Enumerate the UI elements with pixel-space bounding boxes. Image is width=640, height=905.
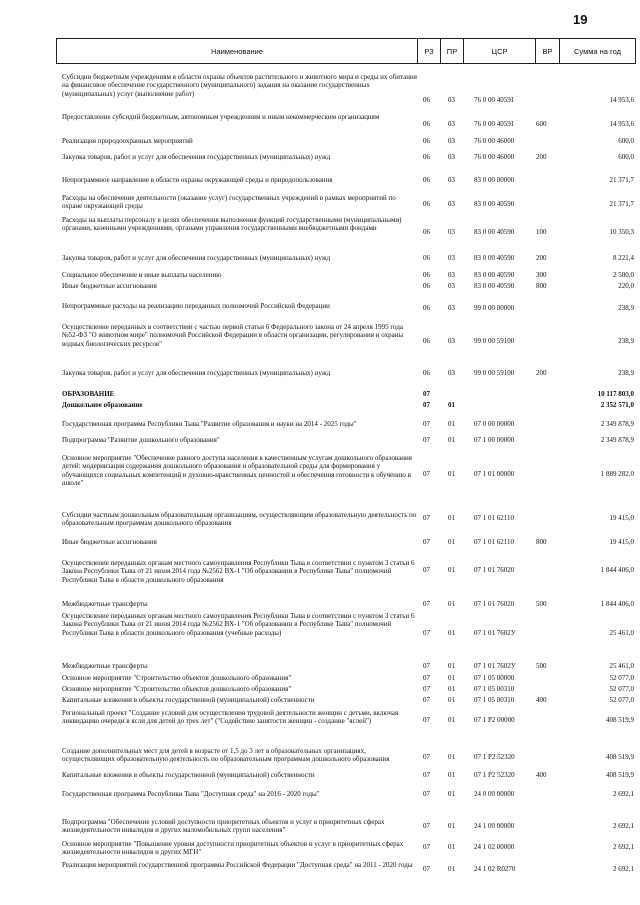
- row-csr: 07 1 P2 00000: [474, 716, 515, 724]
- row-pr: 01: [448, 401, 455, 409]
- row-rz: 07: [423, 390, 430, 398]
- row-sum: 238,9: [618, 369, 634, 377]
- row-rz: 06: [423, 153, 430, 161]
- row-csr: 07 1 05 00000: [474, 674, 515, 682]
- row-csr: 07 1 P2 52320: [474, 771, 515, 779]
- row-sum: 1 844 406,0: [600, 600, 634, 608]
- row-vr: 400: [536, 771, 547, 779]
- row-rz: 07: [423, 771, 430, 779]
- row-name: Осуществление переданных в соответствии с частью первой статьи 6 Федерального закона от 24 апреля 1995 года №52-ФЗ "О животном мире" полномочий Российской Федерации в области организации, регулирования и охраны водных биологических ресурсов": [62, 323, 404, 348]
- row-sum: 52 077,0: [609, 685, 634, 693]
- row-rz: 07: [423, 696, 430, 704]
- row-sum: 2 692,1: [613, 790, 634, 798]
- row-name: Непрограммные расходы на реализацию переданных полномочий Российской Федерации: [62, 302, 330, 310]
- row-name: Межбюджетные трансферты: [62, 600, 148, 608]
- row-rz: 07: [423, 662, 430, 670]
- row-name: Создание дополнительных мест для детей в возрасте от 1,5 до 3 лет в образовательных организациях, осуществляющих образовательную деятельность по образовательным программам дошкольного образования: [62, 747, 390, 764]
- row-csr: 07 1 01 00000: [474, 470, 515, 478]
- row-rz: 06: [423, 200, 430, 208]
- row-pr: 01: [448, 436, 455, 444]
- row-name: Основное мероприятие "Строительство объектов дошкольного образования": [62, 674, 292, 682]
- row-pr: 03: [448, 254, 455, 262]
- row-rz: 07: [423, 401, 430, 409]
- row-sum: 238,9: [618, 337, 634, 345]
- row-sum: 2 349 878,9: [600, 420, 634, 428]
- row-name: Непрограммное направление в области охраны окружающей среды и природопользования: [62, 176, 333, 184]
- row-name: Государственная программа Республики Тыва "Развитие образования и науки на 2014 - 2025 годы": [62, 420, 357, 428]
- row-sum: 10 117 803,0: [597, 390, 634, 398]
- row-pr: 01: [448, 843, 455, 851]
- row-pr: 01: [448, 716, 455, 724]
- row-name: Реализация мероприятий государственной программы Российской Федерации "Доступная среда" на 2011 - 2020 годы: [62, 861, 413, 869]
- row-pr: 01: [448, 420, 455, 428]
- row-pr: 01: [448, 538, 455, 546]
- row-vr: 200: [536, 369, 547, 377]
- row-name: Государственная программа Республики Тыва "Доступная среда" на 2016 - 2020 годы": [62, 790, 320, 798]
- row-csr: 76 0 00 40591: [474, 120, 515, 128]
- row-name: Закупка товаров, работ и услуг для обеспечения государственных (муниципальных) нужд: [62, 254, 331, 262]
- row-name: Осуществление переданных органам местного самоуправления Республики Тыва в соответствии с пунктом 3 статьи 6 Закона Республики Тыва от 21 июня 2014 года №2562 ВХ-1 "Об образовании в Республике Тыва" полномочий Республики Тыва в области дошкольного образования: [62, 559, 415, 584]
- row-name: Региональный проект "Создание условий для осуществления трудовой деятельности женщин с детьми, включая ликвидацию очереди в ясли для детей до трех лет" ("Содействие занятости женщин - создание "яслей"): [62, 709, 399, 726]
- row-csr: 76 0 00 46000: [474, 137, 515, 145]
- row-csr: 07 0 00 00000: [474, 420, 515, 428]
- row-name: ОБРАЗОВАНИЕ: [62, 390, 115, 398]
- row-csr: 83 0 00 00000: [474, 176, 515, 184]
- row-sum: 600,0: [618, 137, 634, 145]
- row-name: Расходы на обеспечение деятельности (оказание услуг) государственных учреждений в рамках мероприятий по охране окружающей среды: [62, 194, 396, 211]
- row-name: Субсидии бюджетным учреждениям в области охраны объектов растительного и животного мира и среды их обитания на финансовое обеспечение государственного (муниципального) задания на оказание государственных (муниципальных) услуг (выполнение работ): [62, 73, 417, 98]
- row-name: Подпрограмма "Развитие дошкольного образования": [62, 436, 220, 444]
- row-rz: 07: [423, 470, 430, 478]
- row-vr: 500: [536, 662, 547, 670]
- row-pr: 01: [448, 753, 455, 761]
- row-pr: 01: [448, 514, 455, 522]
- row-rz: 07: [423, 600, 430, 608]
- row-rz: 07: [423, 716, 430, 724]
- row-sum: 1 889 282,0: [600, 470, 634, 478]
- row-sum: 25 461,0: [609, 629, 634, 637]
- row-sum: 21 371,7: [609, 176, 634, 184]
- row-sum: 52 077,0: [609, 696, 634, 704]
- row-pr: 01: [448, 662, 455, 670]
- row-vr: 200: [536, 254, 547, 262]
- row-csr: 24 0 00 00000: [474, 790, 515, 798]
- row-sum: 238,9: [618, 304, 634, 312]
- row-rz: 06: [423, 282, 430, 290]
- row-name: Закупка товаров, работ и услуг для обеспечения государственных (муниципальных) нужд: [62, 369, 331, 377]
- row-rz: 07: [423, 865, 430, 873]
- row-csr: 07 1 01 7602У: [474, 629, 516, 637]
- row-rz: 06: [423, 96, 430, 104]
- row-rz: 07: [423, 436, 430, 444]
- row-rz: 06: [423, 254, 430, 262]
- row-sum: 408 519,9: [606, 753, 634, 761]
- row-name: Основное мероприятие "Повышение уровня доступности приоритетных объектов и услуг в приоритетных сферах жизнедеятельности инвалидов и других МГН": [62, 840, 404, 857]
- row-pr: 03: [448, 153, 455, 161]
- row-name: Капитальные вложения в объекты государственной (муниципальной) собственности: [62, 771, 315, 779]
- row-sum: 2 580,0: [613, 271, 634, 279]
- row-csr: 99 0 00 00000: [474, 304, 515, 312]
- row-vr: 500: [536, 600, 547, 608]
- row-vr: 400: [536, 696, 547, 704]
- row-pr: 01: [448, 629, 455, 637]
- row-name: Дошкольное образование: [62, 401, 143, 409]
- col-header-pr: ПР: [440, 39, 463, 63]
- row-vr: 800: [536, 282, 547, 290]
- row-rz: 07: [423, 822, 430, 830]
- row-csr: 07 1 05 00310: [474, 685, 515, 693]
- row-csr: 07 1 P2 52320: [474, 753, 515, 761]
- row-sum: 52 077,0: [609, 674, 634, 682]
- row-pr: 03: [448, 96, 455, 104]
- row-csr: 07 1 01 62110: [474, 538, 514, 546]
- row-csr: 07 1 00 00000: [474, 436, 515, 444]
- row-csr: 24 1 02 R0270: [474, 865, 516, 873]
- row-rz: 07: [423, 753, 430, 761]
- row-vr: 300: [536, 271, 547, 279]
- row-name: Основное мероприятие "Обеспечение равного доступа населения к качественным услугам дошкольного образования детей: модернизация содержания дошкольного образования и образовательной среды для формирования у обучающихся социальных компетенций и духовно-нравственных ценностей и обеспечения готовности к обучению в школе": [62, 454, 412, 488]
- row-pr: 03: [448, 228, 455, 236]
- col-header-rz: РЗ: [417, 39, 440, 63]
- row-pr: 03: [448, 337, 455, 345]
- row-pr: 01: [448, 822, 455, 830]
- row-csr: 76 0 00 46000: [474, 153, 515, 161]
- row-sum: 600,0: [618, 153, 634, 161]
- row-name: Осуществление переданных органам местного самоуправления Республики Тыва в соответствии с пунктом 3 статьи 6 Закона Республики Тыва от 21 июня 2014 года №2562 ВХ-1 "Об образовании в Республике Тыва" полномочий Республики Тыва в области дошкольного образования (учебные расходы): [62, 612, 415, 637]
- row-csr: 07 1 01 76020: [474, 600, 515, 608]
- row-pr: 03: [448, 120, 455, 128]
- row-rz: 06: [423, 271, 430, 279]
- row-pr: 03: [448, 369, 455, 377]
- row-rz: 06: [423, 369, 430, 377]
- row-sum: 408 519,9: [606, 771, 634, 779]
- row-sum: 2 352 571,0: [600, 401, 634, 409]
- row-sum: 14 953,6: [609, 96, 634, 104]
- row-name: Предоставление субсидий бюджетным, автономным учреждениям и иным некоммерческим организациям: [62, 113, 380, 121]
- row-name: Социальное обеспечение и иные выплаты населению: [62, 271, 222, 279]
- row-rz: 06: [423, 137, 430, 145]
- row-name: Расходы на выплаты персоналу в целях обеспечения выполнения функций государственными (муниципальными) органами, казенными учреждениями, органами управления государственными внебюджетными фондами: [62, 216, 402, 233]
- row-pr: 03: [448, 304, 455, 312]
- row-sum: 8 221,4: [613, 254, 634, 262]
- row-rz: 07: [423, 514, 430, 522]
- row-sum: 408 519,9: [606, 716, 634, 724]
- row-sum: 10 350,3: [609, 228, 634, 236]
- row-name: Подпрограмма "Обеспечение условий доступности приоритетных объектов и услуг в приоритетных сферах жизнедеятельности инвалидов и других маломобильных групп населения": [62, 818, 385, 835]
- row-csr: 99 0 00 59100: [474, 337, 515, 345]
- row-rz: 07: [423, 538, 430, 546]
- row-name: Основное мероприятие "Строительство объектов дошкольного образования": [62, 685, 292, 693]
- row-pr: 01: [448, 674, 455, 682]
- row-vr: 600: [536, 120, 547, 128]
- row-pr: 03: [448, 137, 455, 145]
- row-sum: 14 953,6: [609, 120, 634, 128]
- row-name: Закупка товаров, работ и услуг для обеспечения государственных (муниципальных) нужд: [62, 153, 331, 161]
- row-rz: 07: [423, 674, 430, 682]
- row-sum: 220,0: [618, 282, 634, 290]
- row-csr: 83 0 00 40590: [474, 271, 515, 279]
- row-sum: 2 692,1: [613, 822, 634, 830]
- row-sum: 25 461,0: [609, 662, 634, 670]
- row-csr: 07 1 01 62110: [474, 514, 514, 522]
- row-name: Капитальные вложения в объекты государственной (муниципальной) собственности: [62, 696, 315, 704]
- row-sum: 19 415,0: [609, 538, 634, 546]
- row-pr: 01: [448, 600, 455, 608]
- row-csr: 83 0 00 40590: [474, 228, 515, 236]
- row-csr: 76 0 00 40591: [474, 96, 515, 104]
- row-sum: 1 844 406,0: [600, 566, 634, 574]
- row-csr: 83 0 00 40590: [474, 254, 515, 262]
- row-csr: 07 1 01 7602У: [474, 662, 516, 670]
- row-rz: 06: [423, 120, 430, 128]
- row-rz: 06: [423, 228, 430, 236]
- row-rz: 06: [423, 304, 430, 312]
- row-rz: 07: [423, 843, 430, 851]
- row-rz: 07: [423, 790, 430, 798]
- row-sum: 2 349 878,9: [600, 436, 634, 444]
- row-vr: 100: [536, 228, 547, 236]
- row-rz: 07: [423, 420, 430, 428]
- row-vr: 800: [536, 538, 547, 546]
- row-pr: 03: [448, 200, 455, 208]
- row-pr: 01: [448, 696, 455, 704]
- row-sum: 2 692,1: [613, 843, 634, 851]
- table-header: [56, 38, 636, 64]
- row-rz: 07: [423, 566, 430, 574]
- row-vr: 200: [536, 153, 547, 161]
- row-pr: 01: [448, 865, 455, 873]
- row-pr: 03: [448, 271, 455, 279]
- col-header-name: Наименование: [211, 46, 263, 56]
- row-pr: 01: [448, 470, 455, 478]
- row-name: Субсидии частным дошкольным образовательным организациям, осуществляющим образовательную деятельность по образовательным программам дошкольного образования: [62, 511, 417, 528]
- col-header-sum: Сумма на год: [559, 39, 635, 63]
- row-csr: 24 1 02 00000: [474, 843, 515, 851]
- row-sum: 19 415,0: [609, 514, 634, 522]
- page-number: 19: [573, 12, 588, 27]
- row-sum: 2 692,1: [613, 865, 634, 873]
- row-csr: 83 0 00 40590: [474, 200, 515, 208]
- row-csr: 07 1 05 00310: [474, 696, 515, 704]
- row-csr: 83 0 00 40590: [474, 282, 515, 290]
- row-csr: 99 0 00 59100: [474, 369, 515, 377]
- row-pr: 01: [448, 771, 455, 779]
- row-rz: 06: [423, 176, 430, 184]
- row-csr: 24 1 00 00000: [474, 822, 515, 830]
- row-name: Реализация природоохранных мероприятий: [62, 137, 193, 145]
- row-pr: 01: [448, 566, 455, 574]
- col-header-vr: ВР: [535, 39, 559, 63]
- row-pr: 01: [448, 685, 455, 693]
- row-rz: 07: [423, 629, 430, 637]
- row-pr: 03: [448, 176, 455, 184]
- row-rz: 06: [423, 337, 430, 345]
- row-pr: 03: [448, 282, 455, 290]
- row-rz: 07: [423, 685, 430, 693]
- row-pr: 01: [448, 790, 455, 798]
- row-name: Иные бюджетные ассигнования: [62, 282, 157, 290]
- row-csr: 07 1 01 76020: [474, 566, 515, 574]
- col-header-csr: ЦСР: [463, 39, 535, 63]
- row-name: Иные бюджетные ассигнования: [62, 538, 157, 546]
- row-name: Межбюджетные трансферты: [62, 662, 148, 670]
- row-sum: 21 371,7: [609, 200, 634, 208]
